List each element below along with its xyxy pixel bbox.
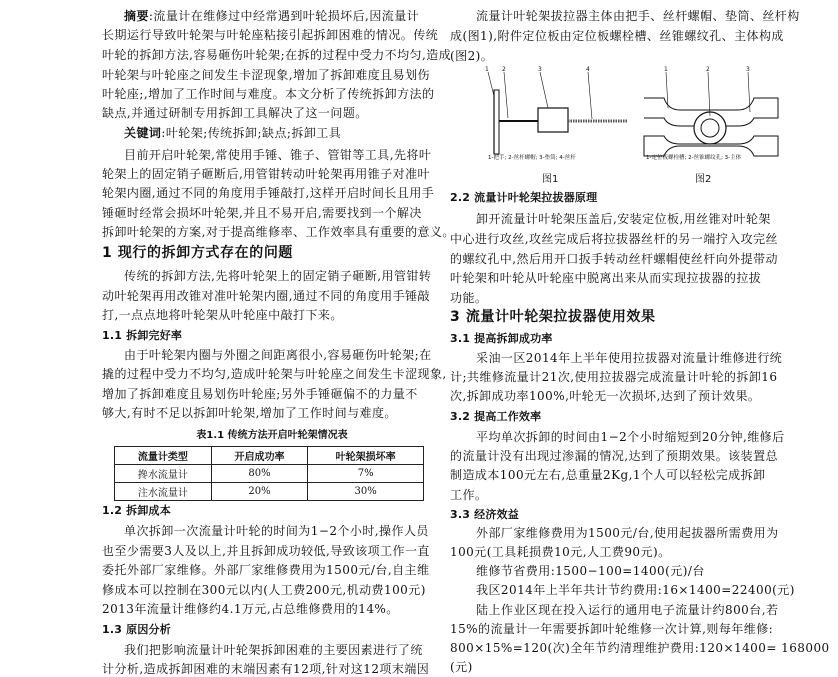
body-line: 修成本可以控制在300元以内(人工费200元,机动费100元) bbox=[102, 583, 426, 597]
body-line: 动叶轮架再用改锥对准叶轮架内圈,通过不同的角度用手锤敲 bbox=[102, 289, 430, 303]
body-line: 委托外部厂家维修。外部厂家维修费用为1500元/台,自主维 bbox=[102, 563, 430, 577]
table-header-cell: 流量计类型 bbox=[115, 447, 212, 465]
body-line: 成(图1),附件定位板由定位板螺栓槽、丝锥螺纹孔、主体构成 bbox=[450, 29, 784, 43]
section-1-heading: 1 现行的拆卸方式存在的问题 bbox=[102, 245, 294, 261]
body-line: 中心进行攻丝,攻丝完成后将拉拔器丝杆的另一端拧入攻完丝 bbox=[450, 232, 778, 246]
figure-1-callout-number: 2 bbox=[502, 66, 506, 73]
table-row bbox=[115, 465, 424, 483]
body-line: 我们把影响流量计叶轮架拆卸困难的主要因素进行了统 bbox=[124, 643, 423, 657]
keywords-line: 关键词:叶轮架;传统拆卸;缺点;拆卸工具 bbox=[124, 126, 342, 140]
body-line: 平均单次拆卸的时间由1−2个小时缩短到20分钟,维修后 bbox=[476, 430, 785, 444]
body-line: 流量计叶轮架拔拉器主体由把手、丝杆螺帽、垫筒、丝杆构 bbox=[476, 9, 800, 23]
abstract-line: 长期运行导致叶轮架与叶轮座粘接引起拆卸困难的情况。传统 bbox=[102, 28, 439, 42]
table-cell: 30% bbox=[308, 483, 424, 501]
body-line: 传统的拆卸方法,先将叶轮架上的固定销子砸断,用管钳转 bbox=[124, 269, 432, 283]
body-line: 陆上作业区现在投入运行的通用电子流量计约800台,若 bbox=[476, 603, 779, 617]
label-prefix: 摘要 bbox=[124, 9, 149, 23]
table-cell: 搀水流量计 bbox=[115, 465, 212, 483]
abstract-line: 叶轮的拆卸方法,容易砸伤叶轮架;在拆的过程中受力不均匀,造成 bbox=[102, 48, 452, 62]
body-line: 计分析,造成拆卸困难的末端因素有12项,针对这12项末端因 bbox=[102, 662, 430, 676]
intro-line: 轮架内圈,通过不同的角度用手锤敲打,这样开启时间长且用手 bbox=[102, 186, 435, 200]
body-line: 2013年流量计维修约4.1万元,占总维修费用的14%。 bbox=[102, 602, 399, 616]
body-line: 增加了拆卸难度且易划伤叶轮座;另外手锤砸偏不的力量不 bbox=[102, 387, 418, 401]
section-3-1-heading: 3.1 提高拆卸成功率 bbox=[450, 332, 553, 345]
table-header-row bbox=[115, 447, 424, 465]
figure-2-callout-number: 2 bbox=[706, 66, 710, 73]
table-header-cell: 开启成功率 bbox=[211, 447, 308, 465]
body-line: 次,拆卸成功率100%,叶轮无一次损坏,达到了预计效果。 bbox=[450, 389, 761, 403]
section-3-3-heading: 3.3 经济效益 bbox=[450, 508, 519, 521]
abstract-line: 叶轮座;,增加了工作时间与难度。本文分析了传统拆卸方法的 bbox=[102, 87, 435, 101]
body-line: 够大,有时不足以拆卸叶轮架,增加了工作时间与难度。 bbox=[102, 406, 397, 420]
body-line: 功能。 bbox=[450, 291, 488, 305]
body-line: 卸开流量计叶轮架压盖后,安装定位板,用丝锥对叶轮架 bbox=[476, 212, 771, 226]
table-cell: 20% bbox=[211, 483, 308, 501]
body-line: 工作。 bbox=[450, 488, 488, 502]
figure-1-callout-number: 1 bbox=[485, 66, 489, 73]
body-line: 100元(工具耗损费10元,人工费90元)。 bbox=[450, 545, 671, 559]
figure-1-puller-diagram bbox=[478, 66, 633, 162]
comparison-table bbox=[114, 446, 424, 501]
figure-2-callout-number: 3 bbox=[746, 66, 750, 73]
table-row bbox=[115, 483, 424, 501]
table-caption: 表1.1 传统方法开启叶轮架情况表 bbox=[196, 430, 348, 441]
figure-1-label: 图1 bbox=[542, 174, 559, 185]
body-line: 我区2014年上半年共计节约费用:16×1400=22400(元) bbox=[476, 583, 795, 597]
body-line: 制造成本100元左右,总重量2Kg,1个人可以轻松完成拆卸 bbox=[450, 468, 766, 482]
intro-line: 目前开启叶轮架,常使用手锤、锥子、管钳等工具,先将叶 bbox=[124, 148, 432, 162]
figure-2-callout-number: 1 bbox=[664, 66, 668, 73]
section-1-2-heading: 1.2 拆卸成本 bbox=[102, 504, 171, 517]
body-line: 外部厂家维修费用为1500元/台,使用起拔器所需费用为 bbox=[476, 526, 779, 540]
body-line: 由于叶轮架内圈与外圈之间距离很小,容易砸伤叶轮架;在 bbox=[124, 348, 432, 362]
body-line: 也至少需要3人及以上,并且拆卸成功较低,导致该项工作一直 bbox=[102, 544, 430, 558]
intro-line: 轮架上的固定销子砸断后,用管钳转动叶轮架再用锥子对准叶 bbox=[102, 167, 430, 181]
figure-2-positioning-plate bbox=[638, 66, 783, 162]
table-cell: 7% bbox=[308, 465, 424, 483]
figure-2-legend: 1-定位板螺栓槽; 2-丝锥螺纹孔; 3-主体 bbox=[646, 155, 742, 161]
table-cell: 80% bbox=[211, 465, 308, 483]
figure-1-callout-number: 3 bbox=[538, 66, 542, 73]
body-line: (图2)。 bbox=[450, 49, 494, 63]
abstract-line: 摘要:流量计在维修过中经常遇到叶轮损坏后,因流量计 bbox=[124, 9, 420, 23]
body-line: 单次拆卸一次流量计叶轮的时间为1−2个小时,操作人员 bbox=[124, 524, 429, 538]
body-line: (元) bbox=[450, 660, 473, 674]
section-3-heading: 3 流量计叶轮架拉拔器使用效果 bbox=[450, 309, 656, 325]
section-2-2-heading: 2.2 流量计叶轮架拉拔器原理 bbox=[450, 191, 598, 204]
abstract-line: 缺点,并通过研制专用拆卸工具解决了这一问题。 bbox=[102, 106, 368, 120]
figure-1-callout-number: 4 bbox=[586, 66, 590, 73]
intro-line: 锤砸时经常会损坏叶轮架,并且不易开启,需要找到一个解决 bbox=[102, 206, 422, 220]
section-1-1-heading: 1.1 拆卸完好率 bbox=[102, 329, 183, 342]
section-3-2-heading: 3.2 提高工作效率 bbox=[450, 410, 542, 423]
body-line: 15%的流量计一年需要拆卸叶轮维修一次计算,则每年维修: bbox=[450, 622, 774, 636]
figure-1-legend: 1-把手; 2-丝杆螺帽; 3-垫筒; 4-丝杆 bbox=[488, 155, 576, 161]
body-line: 维修节省费用:1500−100=1400(元)/台 bbox=[476, 564, 705, 578]
body-line: 的流量计没有出现过渗漏的情况,达到了预期效果。该装置总 bbox=[450, 449, 778, 463]
body-line: 的螺纹孔中,然后用开口扳手转动丝杆螺帽使丝杆向外提带动 bbox=[450, 252, 778, 266]
section-1-3-heading: 1.3 原因分析 bbox=[102, 623, 171, 636]
body-line: 撬的过程中受力不均匀,造成叶轮架与叶轮座之间发生卡涩现象, bbox=[102, 367, 447, 381]
body-line: 计;共维修流量计21次,使用拉拔器完成流量计叶轮的拆卸16 bbox=[450, 370, 778, 384]
table-header-cell: 叶轮架损坏率 bbox=[308, 447, 424, 465]
abstract-line: 叶轮架与叶轮座之间发生卡涩现象,增加了拆卸难度且易划伤 bbox=[102, 68, 430, 82]
body-line: 叶轮架和叶轮从叶轮座中脱离出来从而实现拉拔器的拉拔 bbox=[450, 271, 762, 285]
body-line: 800×15%=120(次)全年节约清理维护费用:120×1400= 168000 bbox=[450, 641, 830, 655]
body-line: 采油一区2014年上半年使用拉拔器对流量计维修进行统 bbox=[476, 351, 783, 365]
intro-line: 拆卸叶轮架的方案,对于提高维修率、工作效率具有重要的意义。 bbox=[102, 225, 455, 239]
label-prefix: 关键词 bbox=[124, 126, 162, 140]
body-line: 打,一点点地将叶轮架从叶轮座中敲打下来。 bbox=[102, 308, 343, 322]
table-cell: 注水流量计 bbox=[115, 483, 212, 501]
figure-2-label: 图2 bbox=[695, 174, 712, 185]
